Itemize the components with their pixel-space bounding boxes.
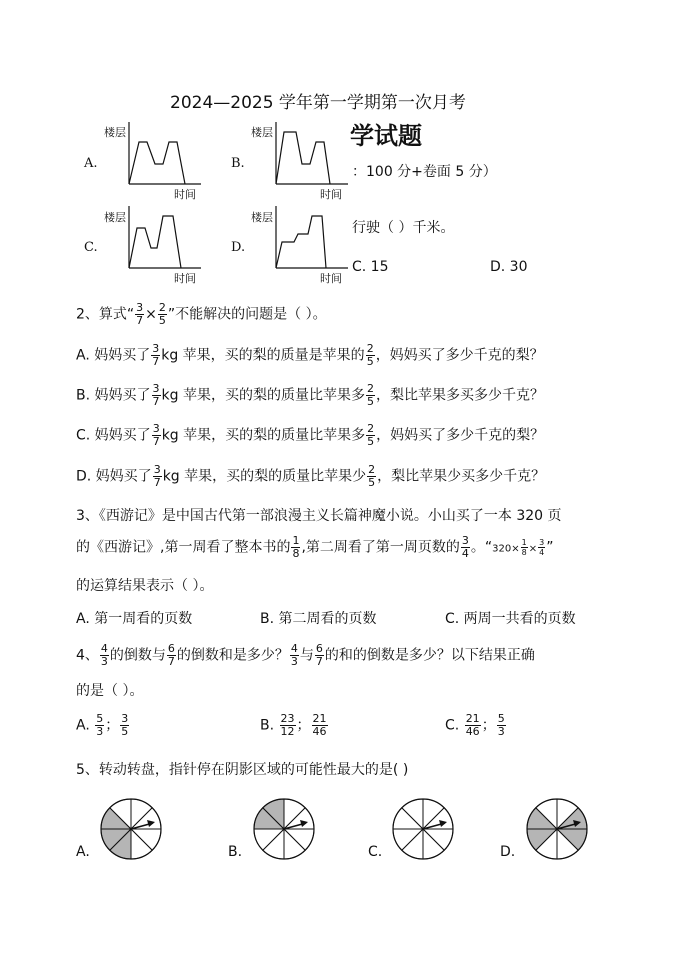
spinner-a xyxy=(99,797,163,861)
q2-option-c: C. 妈妈买了 $\frac{3}{7}$ kg 苹果，买的梨的质量比苹果多 $\frac{2}{5}$ ，妈妈买了多少千克的梨？ xyxy=(76,422,545,448)
spinner-b xyxy=(252,797,316,861)
q4-option-c: C. $\frac{21}{46}$ ； $\frac{5}{3}$ xyxy=(445,712,505,738)
q5-stem: 5、转动转盘，指针停在阴影区域的可能性最大的是( ) xyxy=(76,762,409,778)
spinner-c xyxy=(391,797,455,861)
q3-option-b: B. 第二周看的页数 xyxy=(260,611,377,627)
graph-c-letter: C. xyxy=(84,240,98,255)
exam-title-line2: 学试题 xyxy=(350,122,422,150)
q3-line1: 3、《西游记》是中国古代第一部浪漫主义长篇神魔小说。小山买了一本 320 页 xyxy=(76,508,562,524)
spinner-b-label: B. xyxy=(228,844,243,860)
graph-a-xlabel: 时间 xyxy=(174,188,196,201)
q3-option-c: C. 两周一共看的页数 xyxy=(445,611,576,627)
q2-frac-1: $\frac{3}{7}$ xyxy=(136,301,144,327)
graph-d-ylabel: 楼层 xyxy=(251,211,273,224)
score-info: ：100 分+卷面 5 分） xyxy=(352,164,497,180)
q2-option-b: B. 妈妈买了 $\frac{3}{7}$ kg 苹果，买的梨的质量比苹果多 $\frac{2}{5}$ ，梨比苹果多买多少千克？ xyxy=(76,382,544,408)
q2-option-d: D. 妈妈买了 $\frac{3}{7}$ kg 苹果，买的梨的质量比苹果少 $\frac{2}{5}$ ，梨比苹果少买多少千克？ xyxy=(76,463,546,489)
graph-b-plot xyxy=(272,120,352,190)
graph-d-plot xyxy=(272,204,352,274)
q4-option-b: B. $\frac{23}{12}$ ； $\frac{21}{46}$ xyxy=(260,712,327,738)
graph-d-letter: D. xyxy=(231,240,246,255)
graph-a-ylabel: 楼层 xyxy=(104,126,126,139)
q1-option-c: C. 15 xyxy=(352,259,389,275)
q4-line1: 4、 $\frac{4}{3}$ 的倒数与 $\frac{6}{7}$ 的倒数和是多少？ $\frac{4}{3}$ 与 $\frac{6}{7}$ 的和的倒数是多少？以下结果正确 xyxy=(76,642,535,668)
q3-line3: 的运算结果表示（ ）。 xyxy=(76,578,214,594)
spinner-c-label: C. xyxy=(368,844,383,860)
graph-d-xlabel: 时间 xyxy=(320,272,342,285)
graph-b-letter: B. xyxy=(231,156,245,171)
q4-option-a: A. $\frac{5}{3}$ ； $\frac{3}{5}$ xyxy=(76,712,129,738)
graph-c-plot xyxy=(125,204,205,274)
q1-option-d: D. 30 xyxy=(490,259,528,275)
q3-line2: 的《西游记》,第一周看了整本书的 $\frac{1}{8}$ ,第二周看了第一周页数的 $\frac{3}{4}$ 。“320× $\frac{1}{8}$ × $\frac{3}{4}$ ” xyxy=(76,534,554,560)
q1-stem-fragment: 行驶（ ）千米。 xyxy=(352,220,455,236)
q3-option-a: A. 第一周看的页数 xyxy=(76,611,193,627)
graph-c-xlabel: 时间 xyxy=(174,272,196,285)
graph-b-xlabel: 时间 xyxy=(320,188,342,201)
spinner-d xyxy=(525,797,589,861)
exam-title-line1: 2024—2025 学年第一学期第一次月考 xyxy=(170,93,466,113)
q2-stem: 2、算式“ $\frac{3}{7}$ × $\frac{2}{5}$ ”不能解决的问题是（ ）。 xyxy=(76,301,327,327)
spinner-a-label: A. xyxy=(76,844,90,860)
spinner-d-label: D. xyxy=(500,844,516,860)
graph-a-letter: A. xyxy=(84,156,98,171)
graph-a-plot xyxy=(125,120,205,190)
q2-frac-2: $\frac{2}{5}$ xyxy=(158,301,166,327)
q2-option-a: A. 妈妈买了 $\frac{3}{7}$ kg 苹果，买的梨的质量是苹果的 $\frac{2}{5}$ ，妈妈买了多少千克的梨？ xyxy=(76,342,544,368)
graph-b-ylabel: 楼层 xyxy=(251,126,273,139)
graph-c-ylabel: 楼层 xyxy=(104,211,126,224)
q4-line2: 的是（ ）。 xyxy=(76,683,144,699)
